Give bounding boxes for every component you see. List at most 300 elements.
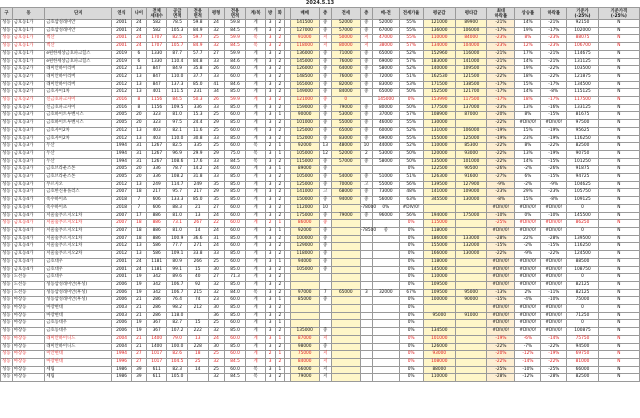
table-cell: -23%	[541, 189, 567, 197]
column-header: 화	[275, 8, 285, 20]
table-cell: 0%	[399, 220, 423, 228]
table-cell: 2	[275, 104, 285, 112]
table-cell: 60.0	[224, 143, 246, 151]
table-cell: 서울숲푸르지오1차	[45, 227, 112, 235]
table-cell: 115125	[567, 89, 598, 97]
table-cell: 2	[275, 27, 285, 35]
table-cell: 금호하이트투벤시스	[45, 120, 112, 128]
table-cell: 3	[265, 58, 275, 66]
table-cell: 81.0	[167, 112, 188, 120]
table-cell: 19	[131, 328, 146, 336]
table-cell: 2	[275, 97, 285, 105]
table-cell: 6	[131, 58, 146, 66]
table-cell: 저	[319, 374, 331, 382]
table-cell: 계	[246, 281, 265, 289]
table-cell: 계	[246, 320, 265, 328]
table-cell: 2005	[112, 166, 131, 174]
table-cell: 108900	[423, 112, 455, 120]
table-cell: 마장동	[12, 335, 44, 343]
table-cell: 48000	[331, 143, 360, 151]
table-cell: 금호대우	[45, 266, 112, 274]
table-cell: 266	[187, 258, 208, 266]
table-cell: 0	[567, 204, 598, 212]
table-cell: 3	[265, 127, 275, 135]
table-cell	[360, 320, 372, 328]
table-cell: 137000	[455, 104, 486, 112]
table-cell: 2012	[112, 89, 131, 97]
table-cell: 성동	[1, 297, 13, 305]
table-cell: 145000	[372, 97, 399, 105]
table-cell: 13	[131, 243, 146, 251]
table-cell: 0%	[399, 312, 423, 320]
table-cell: 83000	[372, 81, 399, 89]
table-cell	[331, 243, 360, 251]
table-cell: 84.8	[187, 58, 208, 66]
table-cell: 중	[319, 174, 331, 182]
table-cell: 125000	[290, 127, 319, 135]
table-cell: 60.0	[224, 212, 246, 220]
table-cell: 계	[246, 127, 265, 135]
table-cell: 24	[208, 243, 224, 251]
table-cell: 마장현대	[45, 312, 112, 320]
table-cell: N	[598, 50, 639, 58]
table-cell: 50%	[399, 150, 423, 158]
table-cell: 403	[146, 127, 167, 135]
table-cell: 성동	[1, 158, 13, 166]
table-cell: 저	[319, 335, 331, 343]
table-cell: N	[598, 374, 639, 382]
table-cell: 중	[319, 212, 331, 220]
table-cell: 13	[131, 181, 146, 189]
table-cell	[372, 374, 399, 382]
table-cell: #DIV/0!	[487, 305, 515, 313]
table-cell: 108000	[423, 358, 455, 366]
table-cell: 60.0	[224, 227, 246, 235]
table-cell: 44000	[372, 143, 399, 151]
table-cell: 성동	[1, 227, 13, 235]
table-cell: -28%	[541, 235, 567, 243]
table-cell: 117500	[455, 97, 486, 105]
table-cell: 3	[265, 320, 275, 328]
table-cell: 152960	[423, 50, 455, 58]
table-cell: 2	[275, 305, 285, 313]
table-cell: 92000	[290, 227, 319, 235]
table-cell: 계	[246, 235, 265, 243]
table-cell: 85.0	[224, 312, 246, 320]
table-cell	[372, 305, 399, 313]
table-cell: 2018	[112, 204, 131, 212]
table-cell	[372, 335, 399, 343]
table-cell: 1	[275, 150, 285, 158]
table-cell: 55000	[372, 181, 399, 189]
table-cell: 마장현대	[45, 305, 112, 313]
table-cell: 1400	[146, 343, 167, 351]
table-cell: 성동	[1, 243, 13, 251]
table-cell: 24	[131, 35, 146, 43]
table-cell: 21	[131, 312, 146, 320]
table-cell: 중	[360, 27, 372, 35]
table-cell: 복	[246, 43, 265, 51]
table-cell: 15	[187, 320, 208, 328]
table-cell: 82.3	[167, 366, 188, 374]
table-cell: 2	[275, 73, 285, 81]
table-cell: 80000	[331, 43, 360, 51]
table-cell: 106000	[455, 27, 486, 35]
table-cell: 금호동1가	[12, 20, 44, 28]
table-cell: 도선동	[12, 289, 44, 297]
table-cell: #DIV/0!	[541, 305, 567, 313]
table-cell: 세림	[45, 366, 112, 374]
table-cell: 215	[187, 289, 208, 297]
table-cell: 중	[360, 50, 372, 58]
table-cell: N	[598, 305, 639, 313]
table-cell: 586	[146, 251, 167, 259]
table-cell: 2006	[112, 328, 131, 336]
table-cell: 59.8	[187, 20, 208, 28]
table-cell: 중	[319, 73, 331, 81]
table-cell: 141000	[290, 189, 319, 197]
table-cell: 24	[208, 166, 224, 174]
table-cell: 12%	[515, 43, 541, 51]
table-cell	[372, 235, 399, 243]
table-cell: 116250	[567, 243, 598, 251]
table-cell: 222	[187, 328, 208, 336]
table-cell: 중	[360, 120, 372, 128]
table-cell: 88000	[423, 366, 455, 374]
table-cell: 126000	[423, 343, 455, 351]
table-cell: 140000	[423, 66, 455, 74]
table-cell: 46000	[372, 120, 399, 128]
table-cell: 85.0	[224, 281, 246, 289]
table-cell: 1994	[112, 150, 131, 158]
table-cell: 117500	[567, 97, 598, 105]
table-cell: 성동	[1, 320, 13, 328]
table-cell: -7%	[515, 343, 541, 351]
table-cell	[372, 328, 399, 336]
table-cell: #DIV/0!	[541, 258, 567, 266]
table-cell: 92150	[567, 20, 598, 28]
table-cell: 166000	[423, 251, 455, 259]
table-cell: 14%	[515, 58, 541, 66]
table-cell: -14%	[541, 335, 567, 343]
column-header: 평균갑	[423, 8, 455, 20]
table-cell: N	[598, 166, 639, 174]
table-cell: 2	[275, 43, 285, 51]
table-cell	[360, 274, 372, 282]
table-cell: 32	[208, 358, 224, 366]
table-cell	[331, 281, 360, 289]
table-cell: 118000	[290, 43, 319, 51]
table-cell: 14%	[515, 89, 541, 97]
table-cell: #DIV/0!	[541, 312, 567, 320]
table-cell: 886	[146, 220, 167, 228]
table-cell: 109500	[423, 281, 455, 289]
table-cell: 82.5	[167, 143, 188, 151]
table-cell: 85.0	[224, 328, 246, 336]
table-cell: 래미안하이니드	[45, 335, 112, 343]
table-cell: 217	[146, 189, 167, 197]
table-cell	[331, 366, 360, 374]
table-cell: 105.3	[167, 27, 188, 35]
table-cell: 성동삼성래미안(후성)	[45, 281, 112, 289]
table-cell: -21%	[487, 58, 515, 66]
table-cell	[331, 320, 360, 328]
table-cell: 금호동4가	[12, 220, 44, 228]
table-cell: 금호동2가	[12, 97, 44, 105]
table-cell: #DIV/0!	[399, 204, 423, 212]
table-cell: 2	[275, 135, 285, 143]
table-cell: 109.1	[167, 251, 188, 259]
table-cell	[455, 374, 486, 382]
table-cell	[360, 335, 372, 343]
table-cell: N	[598, 220, 639, 228]
table-cell: 94500	[567, 343, 598, 351]
table-cell: 2006	[112, 320, 131, 328]
table-cell: 94725	[567, 174, 598, 182]
table-cell: 2004	[112, 343, 131, 351]
table-cell: 2018	[112, 197, 131, 205]
table-cell: -22%	[487, 143, 515, 151]
table-cell: 성동	[1, 181, 13, 189]
table-cell: 25	[208, 127, 224, 135]
table-cell: 56%	[399, 181, 423, 189]
table-cell: 110.0	[167, 135, 188, 143]
table-cell	[455, 305, 486, 313]
table-cell: 152500	[423, 89, 455, 97]
table-cell: 100.9	[167, 235, 188, 243]
table-cell: 중	[319, 66, 331, 74]
table-cell: N	[598, 297, 639, 305]
table-cell: 57000	[331, 158, 360, 166]
table-cell: 18	[187, 351, 208, 359]
table-cell: 93000	[455, 150, 486, 158]
table-cell: -28%	[487, 235, 515, 243]
table-cell: 중	[319, 112, 331, 120]
table-cell: -19%	[487, 127, 515, 135]
table-cell: 71.3	[224, 274, 246, 282]
table-cell	[455, 343, 486, 351]
table-cell: 27	[208, 50, 224, 58]
table-cell: 130000	[423, 120, 455, 128]
table-row	[1, 181, 640, 189]
table-cell	[423, 320, 455, 328]
table-row	[1, 305, 640, 313]
table-cell: 33.8	[187, 251, 208, 259]
table-cell: 104.5	[167, 358, 188, 366]
table-cell: 59.7	[187, 35, 208, 43]
table-cell: 165000	[290, 81, 319, 89]
table-cell: 31	[131, 150, 146, 158]
table-cell: 중	[319, 127, 331, 135]
table-cell: 성동삼성래미안(후성)	[45, 289, 112, 297]
table-cell: 582	[146, 20, 167, 28]
table-cell: 122500	[423, 166, 455, 174]
table-cell: 65000	[372, 89, 399, 97]
table-cell: 성동	[1, 274, 13, 282]
table-cell: 복	[246, 289, 265, 297]
table-cell: 마장동	[12, 366, 44, 374]
table-cell: 105000	[290, 266, 319, 274]
table-cell: -19%	[487, 135, 515, 143]
table-cell: 60.0	[224, 366, 246, 374]
table-cell: #DIV/0!	[541, 274, 567, 282]
table-cell: 15.3	[187, 112, 208, 120]
table-cell: N	[598, 181, 639, 189]
table-cell: 57000	[331, 27, 360, 35]
table-cell: 52000	[331, 20, 360, 28]
table-cell: 금호동4가	[12, 227, 44, 235]
table-cell: 141500	[290, 20, 319, 28]
table-cell: 금호동4가	[12, 243, 44, 251]
table-cell: 13	[131, 127, 146, 135]
table-cell: -22%	[487, 120, 515, 128]
table-cell: 101000	[423, 335, 455, 343]
table-cell: 35	[208, 181, 224, 189]
table-cell: 20	[131, 174, 146, 182]
table-cell: N	[598, 189, 639, 197]
table-cell: 96.9	[167, 150, 188, 158]
table-cell: 3	[265, 266, 275, 274]
table-cell: #DIV/0!	[541, 320, 567, 328]
table-cell: 3	[265, 235, 275, 243]
table-cell: 두산	[45, 143, 112, 151]
table-cell: 0%	[399, 366, 423, 374]
table-cell: -16%	[541, 104, 567, 112]
table-cell	[372, 312, 399, 320]
table-cell: 24	[208, 20, 224, 28]
table-cell: 금호동3가	[12, 143, 44, 151]
table-cell: 18	[131, 235, 146, 243]
table-cell: 2016	[112, 97, 131, 105]
table-cell: 1181	[146, 258, 167, 266]
column-header: 상승률	[515, 8, 541, 20]
table-cell: 97000	[290, 289, 319, 297]
table-cell: N	[598, 258, 639, 266]
column-header: 기준가격 (-25%)	[598, 8, 639, 20]
table-cell: 32	[208, 328, 224, 336]
table-cell: 중	[319, 297, 331, 305]
table-cell: 367	[146, 320, 167, 328]
table-row	[1, 197, 640, 205]
table-cell: 2006	[112, 289, 131, 297]
column-header: 전용 면적	[224, 8, 246, 20]
table-cell: 중	[360, 189, 372, 197]
table-cell: 중	[360, 174, 372, 182]
table-cell: 25	[208, 112, 224, 120]
table-cell: N	[598, 158, 639, 166]
table-cell: -10%	[541, 297, 567, 305]
table-cell: 76000	[331, 73, 360, 81]
table-cell: 29	[208, 120, 224, 128]
table-cell: 3	[265, 289, 275, 297]
table-cell: 2005	[112, 120, 131, 128]
table-cell: -21%	[541, 58, 567, 66]
table-cell: 56000	[372, 197, 399, 205]
table-row	[1, 66, 640, 74]
table-cell: 67%	[399, 289, 423, 297]
table-cell: 계	[246, 358, 265, 366]
table-cell: 마장동	[12, 305, 44, 313]
table-cell: 162530	[423, 73, 455, 81]
table-cell	[455, 320, 486, 328]
table-cell: -21%	[541, 50, 567, 58]
table-cell: 1707	[146, 35, 167, 43]
table-cell: 102000	[567, 27, 598, 35]
table-cell: 0%	[399, 320, 423, 328]
table-cell: 32	[208, 374, 224, 382]
table-cell: 0%	[399, 227, 423, 235]
table-cell: 25	[208, 351, 224, 359]
table-cell: 78.5	[167, 20, 188, 28]
table-cell: 8%	[515, 35, 541, 43]
table-cell: N	[598, 112, 639, 120]
table-cell: 109000	[455, 189, 486, 197]
table-cell: -26%	[487, 166, 515, 174]
table-cell	[331, 358, 360, 366]
table-cell: 847	[146, 66, 167, 74]
table-cell: 성동	[1, 27, 13, 35]
table-cell: 금호자이2차	[45, 135, 112, 143]
table-cell: 금호동2가	[12, 89, 44, 97]
table-cell: 90000	[455, 297, 486, 305]
table-cell: 159000	[290, 104, 319, 112]
table-cell: 2	[275, 181, 285, 189]
table-cell: 606	[146, 197, 167, 205]
table-cell: 75750	[567, 335, 598, 343]
table-cell: 2	[275, 174, 285, 182]
table-cell: 3	[265, 312, 275, 320]
table-cell: 금호동4가	[12, 197, 44, 205]
table-cell: 25	[208, 143, 224, 151]
table-cell: 2	[275, 374, 285, 382]
table-cell: 계	[246, 112, 265, 120]
table-cell: 2	[275, 289, 285, 297]
table-cell: e편한세상금호파크힐스	[45, 50, 112, 58]
table-cell: #DIV/0!	[515, 328, 541, 336]
table-cell: -17%	[541, 97, 567, 105]
table-cell: 복	[246, 35, 265, 43]
table-cell: 마장동	[12, 358, 44, 366]
table-cell: 175000	[455, 212, 486, 220]
table-cell	[372, 266, 399, 274]
table-cell: 30	[208, 343, 224, 351]
table-cell: 마장동	[12, 312, 44, 320]
table-cell	[331, 251, 360, 259]
table-cell: -19%	[541, 127, 567, 135]
table-cell: 0%	[399, 335, 423, 343]
table-cell	[360, 343, 372, 351]
table-cell	[455, 258, 486, 266]
table-row	[1, 43, 640, 51]
table-cell: 마장동	[12, 351, 44, 359]
table-cell: 91875	[567, 166, 598, 174]
table-cell: 1	[275, 258, 285, 266]
table-cell: 15%	[515, 127, 541, 135]
table-cell: 194000	[423, 212, 455, 220]
column-header: 방	[265, 8, 275, 20]
table-cell: 85.0	[224, 135, 246, 143]
table-cell: 47000	[372, 35, 399, 43]
table-cell: #DIV/0!	[541, 227, 567, 235]
table-cell: 2	[275, 212, 285, 220]
table-cell: 83000	[331, 135, 360, 143]
column-header: 층	[319, 8, 331, 20]
table-cell: 134000	[423, 43, 455, 51]
table-cell: N	[598, 212, 639, 220]
table-cell: 57.7	[187, 50, 208, 58]
table-cell: 벽산	[45, 35, 112, 43]
table-cell: 20	[131, 120, 146, 128]
